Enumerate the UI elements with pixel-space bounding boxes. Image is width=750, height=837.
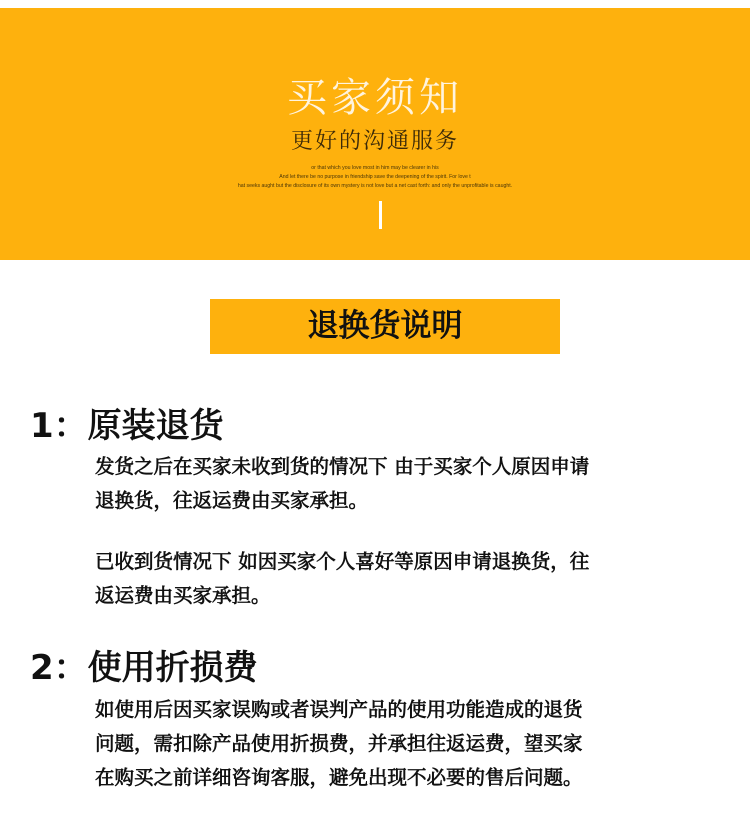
paragraph-line: 返运费由买家承担。 <box>95 584 271 607</box>
banner-divider <box>379 201 382 229</box>
banner-small-text: or that which you love most in him may be clearer in his <box>311 165 439 171</box>
item-2-paragraph-1 <box>95 693 725 795</box>
paragraph-line: 退换货，往返运费由买家承担。 <box>95 489 369 512</box>
banner-small-text: hat seeks aught but the disclosure of its own mystery is not love but a net cast forth: and only the unprofitable is caught. <box>237 183 513 189</box>
item-title-2: 2：使用折损费 <box>30 648 258 688</box>
banner-title: 买家须知 <box>287 75 463 121</box>
paragraph-line: 问题，需扣除产品使用折损费，并承担往返运费，望买家 <box>95 732 583 755</box>
item-1-paragraph-2 <box>95 545 725 613</box>
paragraph-line: 已收到货情况下 如因买家个人喜好等原因申请退换货，往 <box>95 550 590 573</box>
banner <box>0 8 750 260</box>
item-title-1: 1：原装退货 <box>30 406 224 446</box>
banner-subtitle: 更好的沟通服务 <box>290 129 459 154</box>
paragraph-line: 发货之后在买家未收到货的情况下 由于买家个人原因申请 <box>95 455 590 478</box>
banner-small-text: And let there be no purpose in friendship save the deepening of the spirit. For love t <box>279 174 471 180</box>
item-1-paragraph-1 <box>95 450 725 518</box>
section-header: 退换货说明 <box>210 299 560 354</box>
paragraph-line: 在购买之前详细咨询客服，避免出现不必要的售后问题。 <box>95 766 583 789</box>
paragraph-line: 如使用后因买家误购或者误判产品的使用功能造成的退货 <box>95 698 583 721</box>
